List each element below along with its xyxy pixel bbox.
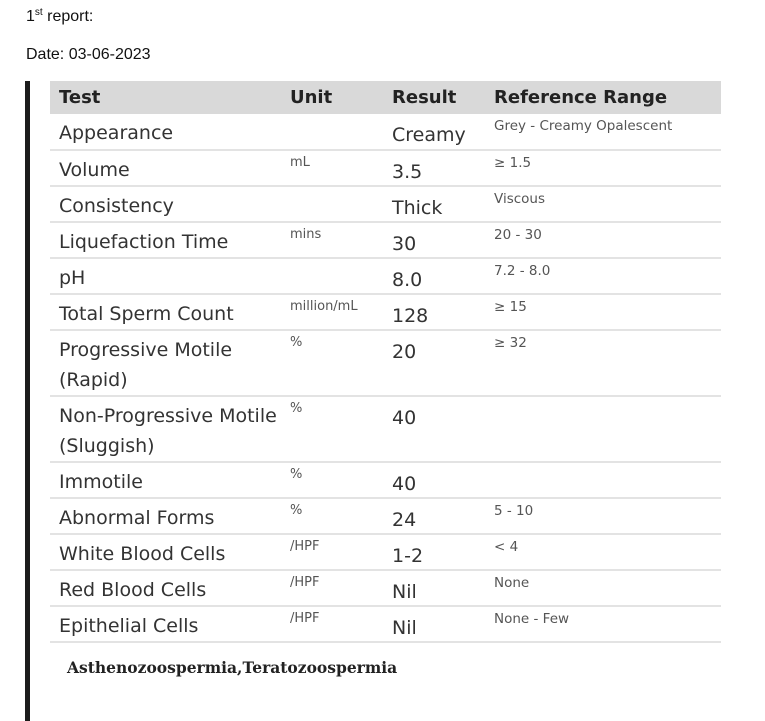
unit-cell: mL [281, 150, 383, 186]
table-header-row [50, 81, 721, 114]
reference-range-cell: None [485, 570, 721, 606]
table-row [50, 534, 721, 570]
test-name-cell: Progressive Motile (Rapid) [50, 330, 281, 396]
column-header-test: Test [59, 87, 101, 108]
result-cell: Nil [383, 606, 485, 642]
unit-cell: % [281, 498, 383, 534]
unit-cell: /HPF [281, 570, 383, 606]
reference-range-cell [485, 462, 721, 498]
test-name-cell: Volume [50, 150, 281, 186]
table-row [50, 498, 721, 534]
reference-range-cell: ≥ 1.5 [485, 150, 721, 186]
reference-range-cell: 20 - 30 [485, 222, 721, 258]
report-title-text: report: [42, 8, 94, 25]
reference-range-cell: None - Few [485, 606, 721, 642]
test-name-cell: Total Sperm Count [50, 294, 281, 330]
test-name-cell: White Blood Cells [50, 534, 281, 570]
result-cell: 30 [383, 222, 485, 258]
reference-range-cell: Viscous [485, 186, 721, 222]
unit-cell [281, 258, 383, 294]
reference-range-cell: Grey - Creamy Opalescent [485, 114, 721, 150]
unit-cell: % [281, 396, 383, 462]
table-row [50, 570, 721, 606]
test-name-cell: Epithelial Cells [50, 606, 281, 642]
test-name-cell: Red Blood Cells [50, 570, 281, 606]
reference-range-cell [485, 396, 721, 462]
reference-range-cell: 5 - 10 [485, 498, 721, 534]
report-title [26, 8, 93, 26]
unit-cell: /HPF [281, 606, 383, 642]
table-row [50, 396, 721, 462]
table-row [50, 462, 721, 498]
result-cell: 20 [383, 330, 485, 396]
result-cell: 1-2 [383, 534, 485, 570]
unit-cell: mins [281, 222, 383, 258]
table-row [50, 294, 721, 330]
result-cell: 40 [383, 462, 485, 498]
reference-range-cell: ≥ 15 [485, 294, 721, 330]
test-name-cell: Non-Progressive Motile (Sluggish) [50, 396, 281, 462]
column-header-unit: Unit [290, 87, 333, 108]
reference-range-cell: ≥ 32 [485, 330, 721, 396]
report-ordinal-number: 1 [26, 8, 35, 25]
unit-cell [281, 114, 383, 150]
report-ordinal-suffix: st [34, 7, 43, 18]
result-cell: Thick [383, 186, 485, 222]
result-cell: 3.5 [383, 150, 485, 186]
unit-cell [281, 186, 383, 222]
table-row [50, 258, 721, 294]
result-cell: 24 [383, 498, 485, 534]
reference-range-cell: < 4 [485, 534, 721, 570]
test-name-cell: Appearance [50, 114, 281, 150]
column-header-reference-range: Reference Range [494, 87, 668, 108]
unit-cell: /HPF [281, 534, 383, 570]
reference-range-cell: 7.2 - 8.0 [485, 258, 721, 294]
result-cell: Nil [383, 570, 485, 606]
table-row [50, 606, 721, 642]
table-row [50, 222, 721, 258]
result-cell: 128 [383, 294, 485, 330]
unit-cell: % [281, 462, 383, 498]
column-header-result: Result [392, 87, 457, 108]
results-table [50, 81, 721, 643]
table-row [50, 330, 721, 396]
result-cell: Creamy [383, 114, 485, 150]
table-row [50, 186, 721, 222]
test-name-cell: Liquefaction Time [50, 222, 281, 258]
report-quote-block [25, 81, 750, 721]
result-cell: 8.0 [383, 258, 485, 294]
test-name-cell: Immotile [50, 462, 281, 498]
test-name-cell: Abnormal Forms [50, 498, 281, 534]
table-row [50, 150, 721, 186]
diagnosis-text: Asthenozoospermia,Teratozoospermia [67, 658, 398, 677]
test-name-cell: pH [50, 258, 281, 294]
table-row [50, 114, 721, 150]
result-cell: 40 [383, 396, 485, 462]
test-name-cell: Consistency [50, 186, 281, 222]
report-date: Date: 03-06-2023 [26, 46, 151, 63]
unit-cell: million/mL [281, 294, 383, 330]
unit-cell: % [281, 330, 383, 396]
